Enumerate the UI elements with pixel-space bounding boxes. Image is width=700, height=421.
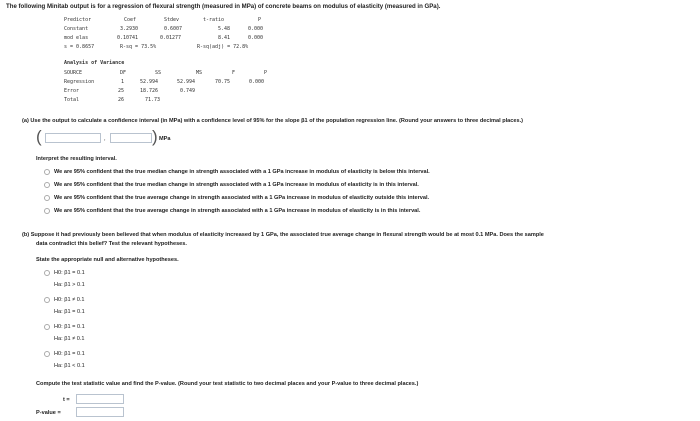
anova-error-df: 25: [118, 88, 125, 94]
comma: ,: [104, 136, 106, 142]
part-a-question: (a) Use the output to calculate a confidence interval (in MPa) with a confidence level of 95% for the slope β1 of the population regression line. (Round your answers to three decimal places.): [22, 118, 524, 124]
row-constant-stdev: 0.6007: [164, 26, 183, 32]
hypothesis-option-4-radio[interactable]: [44, 351, 50, 357]
open-paren: (: [36, 127, 42, 146]
hypothesis-option-2-h0[interactable]: H0: β1 ≠ 0.1: [54, 297, 85, 303]
t-statistic-input[interactable]: [76, 394, 124, 404]
row-constant-coef: 3.2930: [120, 26, 139, 32]
hypothesis-option-3-h0[interactable]: H0: β1 = 0.1: [54, 324, 85, 330]
interpret-option-4[interactable]: We are 95% confident that the true average change in strength associated with a 1 GPa increase in modulus of elasticity is in this interval.: [54, 208, 421, 214]
anova-total-df: 26: [118, 97, 125, 103]
hypothesis-option-1-radio[interactable]: [44, 270, 50, 276]
row-modelas-coef: 0.10741: [117, 35, 139, 41]
row-modelas-t: 8.41: [218, 35, 231, 41]
part-b-question-line1: (b) Suppose it had previously been believed that when modulus of elasticity increased by 1 GPa, the associated true average change in flexural strength would be at most 0.1 MPa. Does the sample: [22, 232, 544, 238]
hypothesis-option-3-ha[interactable]: Ha: β1 ≠ 0.1: [54, 336, 85, 342]
anova-col-p: P: [264, 70, 268, 76]
col-tratio: t-ratio: [203, 17, 225, 23]
anova-regression-f: 70.75: [215, 79, 231, 85]
anova-title: Analysis of Variance: [64, 60, 125, 66]
row-modelas-stdev: 0.01277: [160, 35, 182, 41]
part-b-question-line2: data contradict this belief? Test the relevant hypotheses.: [36, 241, 187, 247]
interpret-option-3-radio[interactable]: [44, 195, 50, 201]
anova-error-ss: 18.726: [140, 88, 159, 94]
col-coef: Coef: [124, 17, 137, 23]
ci-upper-input[interactable]: [110, 133, 152, 143]
anova-col-ms: MS: [196, 70, 203, 76]
stat-s: s = 0.8657: [64, 44, 95, 50]
anova-col-source: SOURCE: [64, 70, 83, 76]
interpret-label: Interpret the resulting interval.: [36, 156, 117, 162]
stat-rsq: R-sq = 73.5%: [120, 44, 157, 50]
row-constant-t: 5.48: [218, 26, 231, 32]
hypothesis-option-2-radio[interactable]: [44, 297, 50, 303]
col-predictor: Predictor: [64, 17, 92, 23]
p-value-input[interactable]: [76, 407, 124, 417]
col-p: P: [258, 17, 262, 23]
anova-regression-ms: 52.994: [177, 79, 196, 85]
col-stdev: Stdev: [164, 17, 180, 23]
anova-regression-source: Regression: [64, 79, 95, 85]
hypothesis-option-4-ha[interactable]: Ha: β1 < 0.1: [54, 363, 85, 369]
intro-text: The following Minitab output is for a regression of flexural strength (measured in MPa) of concrete beams on modulus of elasticity (measured in GPa).: [6, 3, 441, 10]
anova-col-df: DF: [120, 70, 127, 76]
anova-col-f: F: [232, 70, 236, 76]
hypothesis-option-3-radio[interactable]: [44, 324, 50, 330]
ci-lower-input[interactable]: [45, 133, 101, 143]
hypothesis-option-2-ha[interactable]: Ha: β1 = 0.1: [54, 309, 85, 315]
interpret-option-1[interactable]: We are 95% confident that the true median change in strength associated with a 1 GPa increase in modulus of elasticity is below this interval.: [54, 169, 430, 175]
compute-label: Compute the test statistic value and find the P-value. (Round your test statistic to two decimal places and your P-value to three decimal places.): [36, 381, 419, 387]
anova-col-ss: SS: [155, 70, 162, 76]
anova-error-source: Error: [64, 88, 80, 94]
unit-label: MPa: [159, 136, 171, 142]
anova-total-source: Total: [64, 97, 80, 103]
interpret-option-1-radio[interactable]: [44, 169, 50, 175]
close-paren: ): [152, 127, 158, 146]
anova-regression-df: 1: [121, 79, 125, 85]
anova-regression-p: 0.000: [249, 79, 265, 85]
hypothesis-option-1-ha[interactable]: Ha: β1 > 0.1: [54, 282, 85, 288]
interpret-option-2[interactable]: We are 95% confident that the true median change in strength associated with a 1 GPa increase in modulus of elasticity is in this interval.: [54, 182, 419, 188]
row-modelas-p: 0.000: [248, 35, 264, 41]
hypotheses-label: State the appropriate null and alternative hypotheses.: [36, 257, 179, 263]
t-label: t =: [63, 397, 70, 403]
row-constant-p: 0.000: [248, 26, 264, 32]
interpret-option-4-radio[interactable]: [44, 208, 50, 214]
row-constant-name: Constant: [64, 26, 89, 32]
row-modelas-name: mod elas: [64, 35, 89, 41]
interpret-option-3[interactable]: We are 95% confident that the true average change in strength associated with a 1 GPa increase in modulus of elasticity outside this interval.: [54, 195, 430, 201]
anova-total-ss: 71.73: [145, 97, 161, 103]
interpret-option-2-radio[interactable]: [44, 182, 50, 188]
anova-regression-ss: 52.994: [140, 79, 159, 85]
anova-error-ms: 0.749: [180, 88, 196, 94]
hypothesis-option-4-h0[interactable]: H0: β1 = 0.1: [54, 351, 85, 357]
hypothesis-option-1-h0[interactable]: H0: β1 = 0.1: [54, 270, 85, 276]
p-value-label: P-value =: [36, 410, 61, 416]
stat-rsqadj: R-sq(adj) = 72.8%: [197, 44, 249, 50]
